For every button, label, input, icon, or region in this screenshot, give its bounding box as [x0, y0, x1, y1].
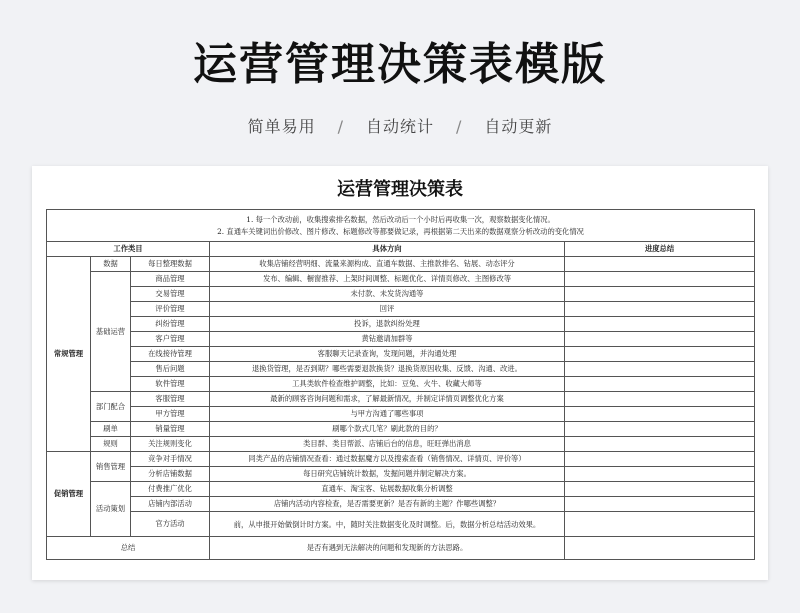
summary-row — [47, 537, 755, 560]
progress-cell[interactable] — [565, 482, 755, 497]
progress-cell[interactable] — [565, 422, 755, 437]
table-row — [47, 422, 755, 437]
item-cell[interactable]: 每日整理数据 — [131, 257, 210, 272]
progress-cell[interactable] — [565, 537, 755, 560]
detail-cell[interactable]: 回评 — [210, 302, 565, 317]
progress-cell[interactable] — [565, 497, 755, 512]
detail-cell[interactable]: 发布、编辑、橱窗推荐、上架时间调整、标题优化、详情页修改、主图修改等 — [210, 272, 565, 287]
table-row — [47, 317, 755, 332]
detail-cell[interactable]: 退换货管理，是否到期？哪些需要退款换货？退换货原因收集、反馈、沟通、改进。 — [210, 362, 565, 377]
tag-separator: / — [337, 117, 344, 136]
subgroup-basic-ops[interactable]: 基础运营 — [91, 272, 131, 392]
hero-subtitle — [0, 114, 800, 137]
item-cell[interactable]: 付费推广优化 — [131, 482, 210, 497]
notes-cell[interactable] — [47, 210, 755, 242]
table-row — [47, 452, 755, 467]
item-cell[interactable]: 分析店铺数据 — [131, 467, 210, 482]
subgroup-brush[interactable]: 刷单 — [91, 422, 131, 437]
decision-table — [46, 209, 755, 560]
table-row — [47, 482, 755, 497]
header-category[interactable]: 工作类目 — [47, 242, 210, 257]
detail-cell[interactable]: 直通车、淘宝客、钻展数据收集分析调整 — [210, 482, 565, 497]
detail-cell[interactable]: 同类产品的店铺情况查看：通过数据魔方以及搜索查看（销售情况、详情页、评价等） — [210, 452, 565, 467]
table-row — [47, 362, 755, 377]
progress-cell[interactable] — [565, 452, 755, 467]
detail-cell[interactable]: 收集店铺经营明细、流量来源构成、直通车数据、主推款排名、钻展、动态评分 — [210, 257, 565, 272]
progress-cell[interactable] — [565, 377, 755, 392]
item-cell[interactable]: 售后问题 — [131, 362, 210, 377]
detail-cell[interactable]: 黄钻邀请加群等 — [210, 332, 565, 347]
item-cell[interactable]: 店铺内部活动 — [131, 497, 210, 512]
tag-easy: 简单易用 — [247, 117, 316, 136]
progress-cell[interactable] — [565, 362, 755, 377]
item-cell[interactable]: 在线接待管理 — [131, 347, 210, 362]
table-row — [47, 377, 755, 392]
header-row — [47, 242, 755, 257]
header-direction[interactable]: 具体方向 — [210, 242, 565, 257]
item-cell[interactable]: 甲方管理 — [131, 407, 210, 422]
detail-cell[interactable]: 与甲方沟通了哪些事项 — [210, 407, 565, 422]
header-progress[interactable]: 进度总结 — [565, 242, 755, 257]
table-row — [47, 437, 755, 452]
item-cell[interactable]: 销量管理 — [131, 422, 210, 437]
note-2: 2. 直通车关键词出价修改、图片修改、标题修改等都要做记录，再根据第二天出来的数据观察分析改动的变化情况 — [217, 226, 584, 236]
progress-cell[interactable] — [565, 317, 755, 332]
subgroup-sales[interactable]: 销售管理 — [91, 452, 131, 482]
group-routine[interactable]: 常规管理 — [47, 257, 91, 452]
spreadsheet-preview — [32, 166, 768, 580]
table-row — [47, 392, 755, 407]
progress-cell[interactable] — [565, 332, 755, 347]
subgroup-rules[interactable]: 规则 — [91, 437, 131, 452]
item-cell[interactable]: 官方活动 — [131, 512, 210, 537]
tag-separator: / — [456, 117, 463, 136]
detail-cell[interactable]: 投诉，退款纠纷处理 — [210, 317, 565, 332]
tag-auto-stats: 自动统计 — [365, 117, 434, 136]
summary-label[interactable]: 总结 — [47, 537, 210, 560]
progress-cell[interactable] — [565, 257, 755, 272]
progress-cell[interactable] — [565, 437, 755, 452]
detail-cell[interactable]: 未付款、未发货沟通等 — [210, 287, 565, 302]
detail-cell[interactable]: 每日研究店铺统计数据，发掘问题并制定解决方案。 — [210, 467, 565, 482]
progress-cell[interactable] — [565, 407, 755, 422]
item-cell[interactable]: 软件管理 — [131, 377, 210, 392]
item-cell[interactable]: 竞争对手情况 — [131, 452, 210, 467]
subgroup-campaign[interactable]: 活动策划 — [91, 482, 131, 537]
detail-cell[interactable]: 最新的顾客咨询问题和需求，了解最新情况，并制定详情页调整优化方案 — [210, 392, 565, 407]
progress-cell[interactable] — [565, 467, 755, 482]
item-cell[interactable]: 商品管理 — [131, 272, 210, 287]
detail-cell[interactable]: 前，从申报开始做倒计时方案。中，随时关注数据变化及时调整。后，数据分析总结活动效果。 — [210, 512, 565, 537]
subgroup-data[interactable]: 数据 — [91, 257, 131, 272]
item-cell[interactable]: 评价管理 — [131, 302, 210, 317]
table-row — [47, 272, 755, 287]
table-row — [47, 497, 755, 512]
detail-cell[interactable]: 刷哪个款式几笔？刷此款的目的？ — [210, 422, 565, 437]
progress-cell[interactable] — [565, 512, 755, 537]
table-row — [47, 302, 755, 317]
progress-cell[interactable] — [565, 272, 755, 287]
table-row — [47, 512, 755, 537]
table-row — [47, 347, 755, 362]
table-row — [47, 287, 755, 302]
item-cell[interactable]: 交易管理 — [131, 287, 210, 302]
note-1: 1. 每一个改动前，收集搜索排名数据，然后改动后一个小时后再收集一次，观察数据变化情况。 — [246, 214, 555, 224]
item-cell[interactable]: 客户管理 — [131, 332, 210, 347]
progress-cell[interactable] — [565, 347, 755, 362]
subgroup-dept[interactable]: 部门配合 — [91, 392, 131, 422]
hero-title: 运营管理决策表模版 — [193, 39, 607, 90]
progress-cell[interactable] — [565, 302, 755, 317]
detail-cell[interactable]: 类目群、类目帮派、店铺后台的信息，旺旺弹出消息 — [210, 437, 565, 452]
item-cell[interactable]: 纠纷管理 — [131, 317, 210, 332]
table-row — [47, 257, 755, 272]
detail-cell[interactable]: 店铺内活动内容检查，是否需要更新？是否有新的主题？作哪些调整？ — [210, 497, 565, 512]
detail-cell[interactable]: 客服聊天记录查询，发现问题，并沟通处理 — [210, 347, 565, 362]
tag-auto-update: 自动更新 — [484, 117, 553, 136]
group-promotion[interactable]: 促销管理 — [47, 452, 91, 537]
table-row — [47, 332, 755, 347]
progress-cell[interactable] — [565, 287, 755, 302]
table-row — [47, 467, 755, 482]
sheet-title: 运营管理决策表 — [337, 179, 463, 200]
detail-cell[interactable]: 工具类软件检查维护调整，比如：豆兔、火牛、收藏大师等 — [210, 377, 565, 392]
progress-cell[interactable] — [565, 392, 755, 407]
item-cell[interactable]: 关注规则变化 — [131, 437, 210, 452]
summary-detail[interactable]: 是否有遇到无法解决的问题和发现新的方法思路。 — [210, 537, 565, 560]
table-row — [47, 407, 755, 422]
item-cell[interactable]: 客服管理 — [131, 392, 210, 407]
